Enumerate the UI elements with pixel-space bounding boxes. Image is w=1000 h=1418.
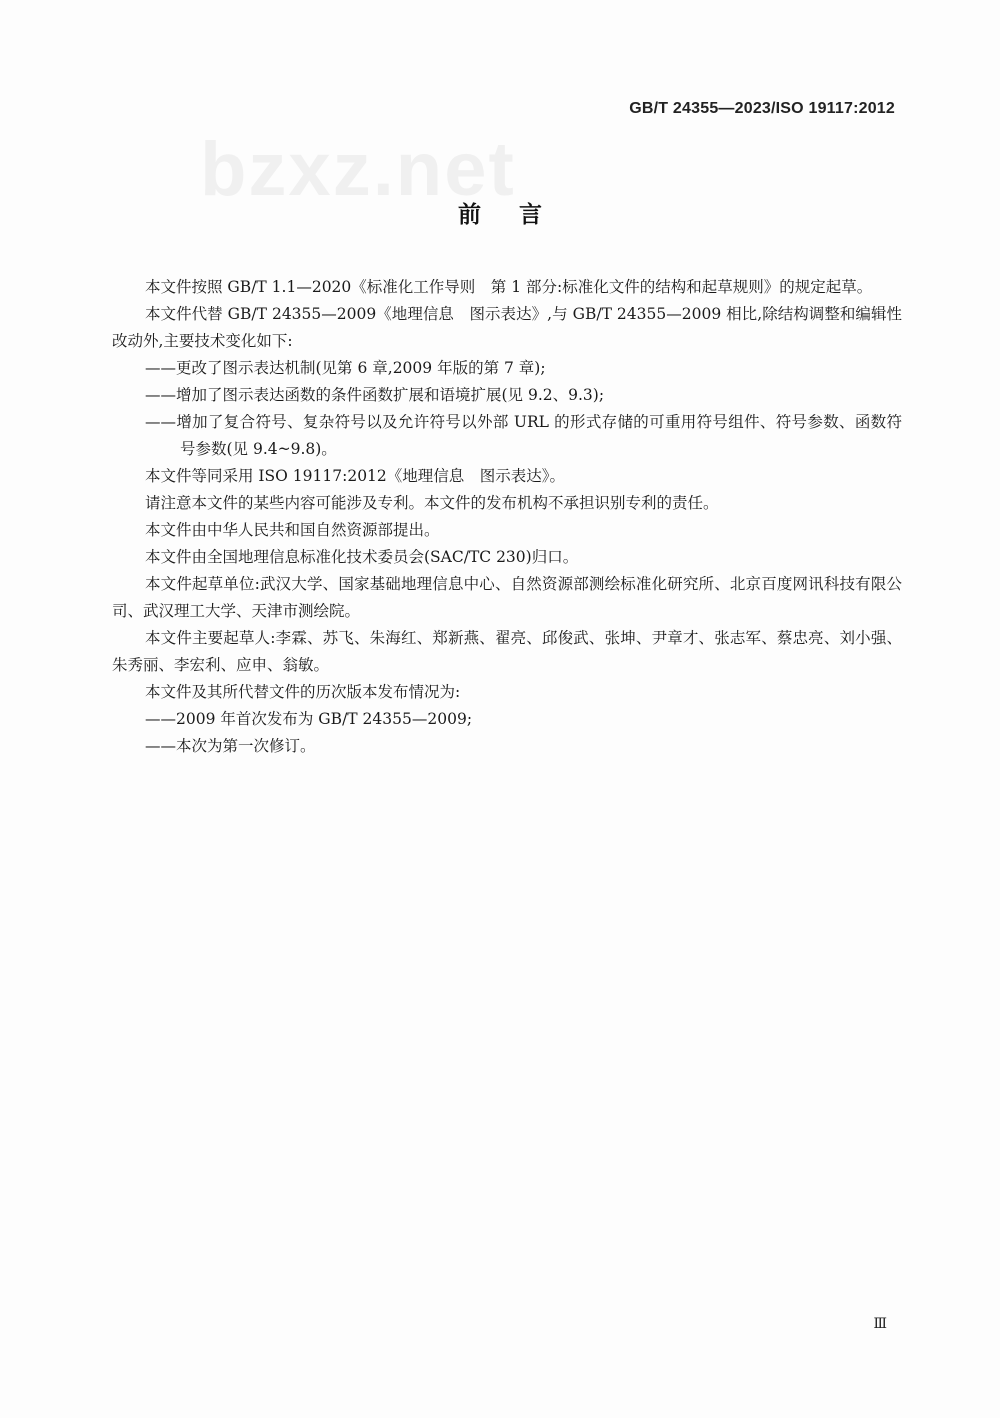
preface-body <box>112 274 902 760</box>
change-item: ——增加了复合符号、复杂符号以及允许符号以外部 URL 的形式存储的可重用符号组件、符号参数、函数符号参数(见 9.4~9.8)。 <box>145 413 902 458</box>
paragraph-proposer: 本文件由中华人民共和国自然资源部提出。 <box>145 521 440 539</box>
paragraph-drafting-basis: 本文件按照 GB/T 1.1—2020《标准化工作导则 第 1 部分:标准化文件的结构和起草规则》的规定起草。 <box>145 278 873 296</box>
history-item: ——2009 年首次发布为 GB/T 24355—2009; <box>145 710 473 728</box>
change-item: ——更改了图示表达机制(见第 6 章,2009 年版的第 7 章); <box>145 359 546 377</box>
paragraph-administrator: 本文件由全国地理信息标准化技术委员会(SAC/TC 230)归口。 <box>145 548 579 566</box>
watermark: bzxz.net <box>200 127 516 212</box>
change-item: ——增加了图示表达函数的条件函数扩展和语境扩展(见 9.2、9.3); <box>145 386 605 404</box>
standard-code: GB/T 24355—2023/ISO 19117:2012 <box>629 100 895 117</box>
paragraph-drafting-units: 本文件起草单位:武汉大学、国家基础地理信息中心、自然资源部测绘标准化研究所、北京百度网讯科技有限公司、武汉理工大学、天津市测绘院。 <box>112 575 902 620</box>
paragraph-version-history: 本文件及其所代替文件的历次版本发布情况为: <box>145 683 461 701</box>
history-item: ——本次为第一次修订。 <box>145 737 316 755</box>
paragraph-drafters: 本文件主要起草人:李霖、苏飞、朱海红、郑新燕、翟亮、邱俊武、张坤、尹章才、张志军、蔡忠亮、刘小强、朱秀丽、李宏利、应申、翁敏。 <box>112 629 902 674</box>
paragraph-adoption: 本文件等同采用 ISO 19117:2012《地理信息 图示表达》。 <box>145 467 566 485</box>
paragraph-patent-notice: 请注意本文件的某些内容可能涉及专利。本文件的发布机构不承担识别专利的责任。 <box>145 494 719 512</box>
paragraph-replacement: 本文件代替 GB/T 24355—2009《地理信息 图示表达》,与 GB/T 24355—2009 相比,除结构调整和编辑性改动外,主要技术变化如下: <box>112 305 902 350</box>
page-number: Ⅲ <box>873 1316 887 1332</box>
page-title: 前言 <box>458 202 580 228</box>
